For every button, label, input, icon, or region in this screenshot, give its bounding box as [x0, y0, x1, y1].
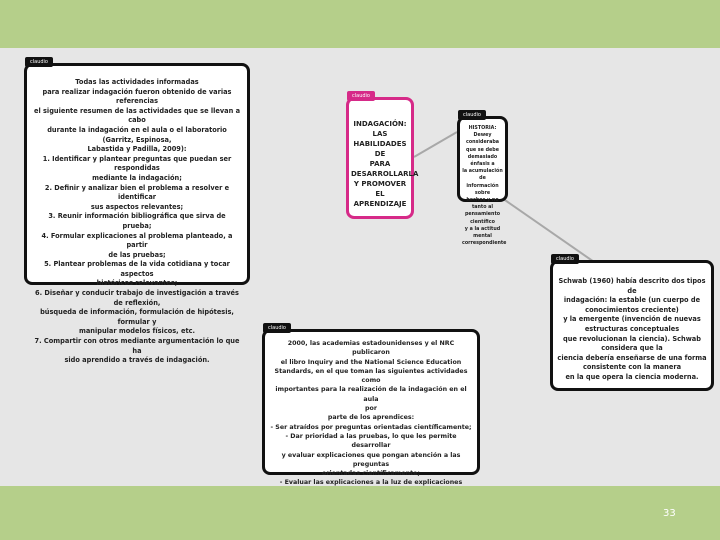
- central-topic-tag: claudio: [347, 91, 375, 101]
- central-topic-node[interactable]: [346, 93, 419, 219]
- activities-node-text: Todas las actividades informadas para realizar indagación fueron obtenido de varias referencias el siguiente resumen de las actividades que se llevan a cabo durante la indagación en el aula o el laboratorio (Garritz, Espinosa, Labastida y Padilla, 2009): 1. Identificar y plantear preguntas que puedan ser respondidas mediante la indagación; 2. Definir y analizar bien el problema a resolver e identificar sus aspectos relevantes; 3. Reunir información bibliográfica que sirva de prueba; 4. Formular explicaciones al problema planteado, a partir de las pruebas; 5. Plantear problemas de la vida cotidiana y tocar aspectos históricos relevantes; 6. Diseñar y conducir trabajo de investigación a través de reflexión, búsqueda de información, formulación de hipótesis, formular y manipular modelos físicos, etc. 7. Compartir con otros mediante argumentación lo que ha sido aprendido a través de indagación.: [33, 78, 241, 365]
- year-2000-node-text: 2000, las academias estadounidenses y el NRC publicaron el libro Inquiry and the National Science Education Standards, en el que toman las siguientes actividades como importantes para la realización de la indagación en el aula por parte de los aprendices: - Ser atraídos por preguntas orientadas científicamente; - Dar prioridad a las pruebas, lo que les permite desarrollar y evaluar explicaciones que pongan atención a las preguntas orientadas científicamente; - Evaluar las explicaciones a la luz de explicaciones: [270, 340, 472, 487]
- connector-history-schwab: [502, 198, 597, 264]
- central-topic-text: INDAGACIÓN: LAS HABILIDADES DE PARA DESARROLLARLA Y PROMOVER EL APRENDIZAJE: [351, 120, 419, 208]
- page-number: 33: [663, 508, 676, 519]
- history-node-text: HISTORIA: Dewey consideraba que se debe demasiado énfasis a la acumulación de información sobre hechos y no tanto al pensamiento científico y a la actitud mental correspondiente: [462, 126, 507, 247]
- activities-node[interactable]: [24, 59, 250, 365]
- history-node-tag: claudio: [458, 110, 486, 120]
- year-2000-node-tag: claudio: [263, 323, 291, 333]
- activities-node-tag: claudio: [25, 57, 53, 67]
- connector-central-history: [414, 132, 457, 157]
- bottom-band: [0, 486, 720, 540]
- history-node[interactable]: [457, 112, 508, 247]
- schwab-node[interactable]: [550, 256, 714, 391]
- year-2000-node[interactable]: [262, 325, 480, 487]
- schwab-node-text: Schwab (1960) había descrito dos tipos de indagación: la estable (un cuerpo de conocimientos creciente) y la emergente (invención de nuevas estructuras conceptuales que revolucionan la ciencia). Schwab considera que la ciencia debería enseñarse de una forma consistente con la manera en la que opera la ciencia moderna.: [557, 277, 707, 381]
- schwab-node-tag: claudio: [551, 254, 579, 264]
